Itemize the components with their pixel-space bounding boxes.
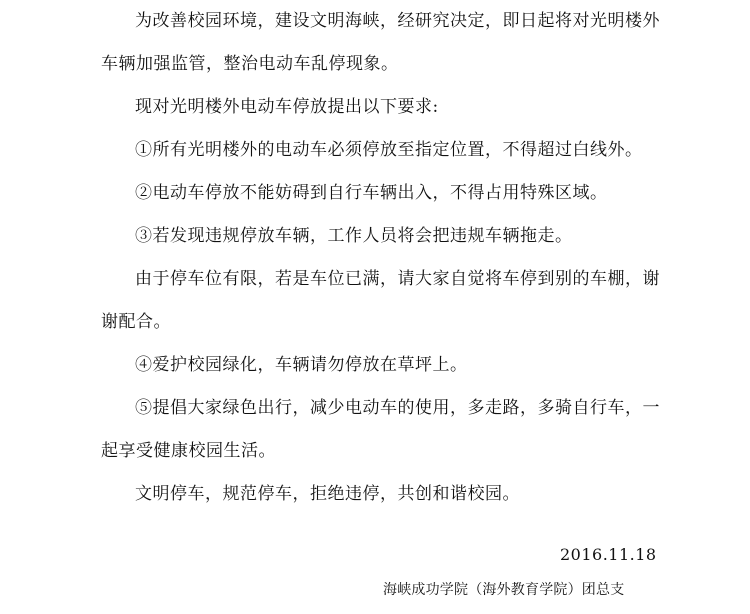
paragraph-rule-1: ①所有光明楼外的电动车必须停放至指定位置，不得超过白线外。 <box>135 140 643 160</box>
paragraph-rule-3: ③若发现违规停放车辆，工作人员将会把违规车辆拖走。 <box>135 226 573 246</box>
paragraph-parking-limit: 由于停车位有限，若是车位已满，请大家自觉将车停到别的车棚，谢谢配合。 <box>101 269 660 332</box>
paragraph-intro: 为改善校园环境，建设文明海峡，经研究决定，即日起将对光明楼外车辆加强监管，整治电动车乱停现象。 <box>101 11 660 74</box>
paragraph-closing-slogan: 文明停车，规范停车，拒绝违停，共创和谐校园。 <box>135 484 520 504</box>
notice-body <box>101 0 666 516</box>
paragraph-requirements-heading: 现对光明楼外电动车停放提出以下要求: <box>135 97 439 117</box>
paragraph-rule-5: ⑤提倡大家绿色出行，减少电动车的使用，多走路，多骑自行车，一起享受健康校园生活。 <box>101 398 660 461</box>
notice-signature: 海峡成功学院（海外教育学院）团总支 <box>383 582 625 598</box>
notice-date: 2016.11.18 <box>560 545 657 564</box>
paragraph-rule-2: ②电动车停放不能妨碍到自行车辆出入，不得占用特殊区域。 <box>135 183 608 203</box>
paragraph-rule-4: ④爱护校园绿化，车辆请勿停放在草坪上。 <box>135 355 468 375</box>
